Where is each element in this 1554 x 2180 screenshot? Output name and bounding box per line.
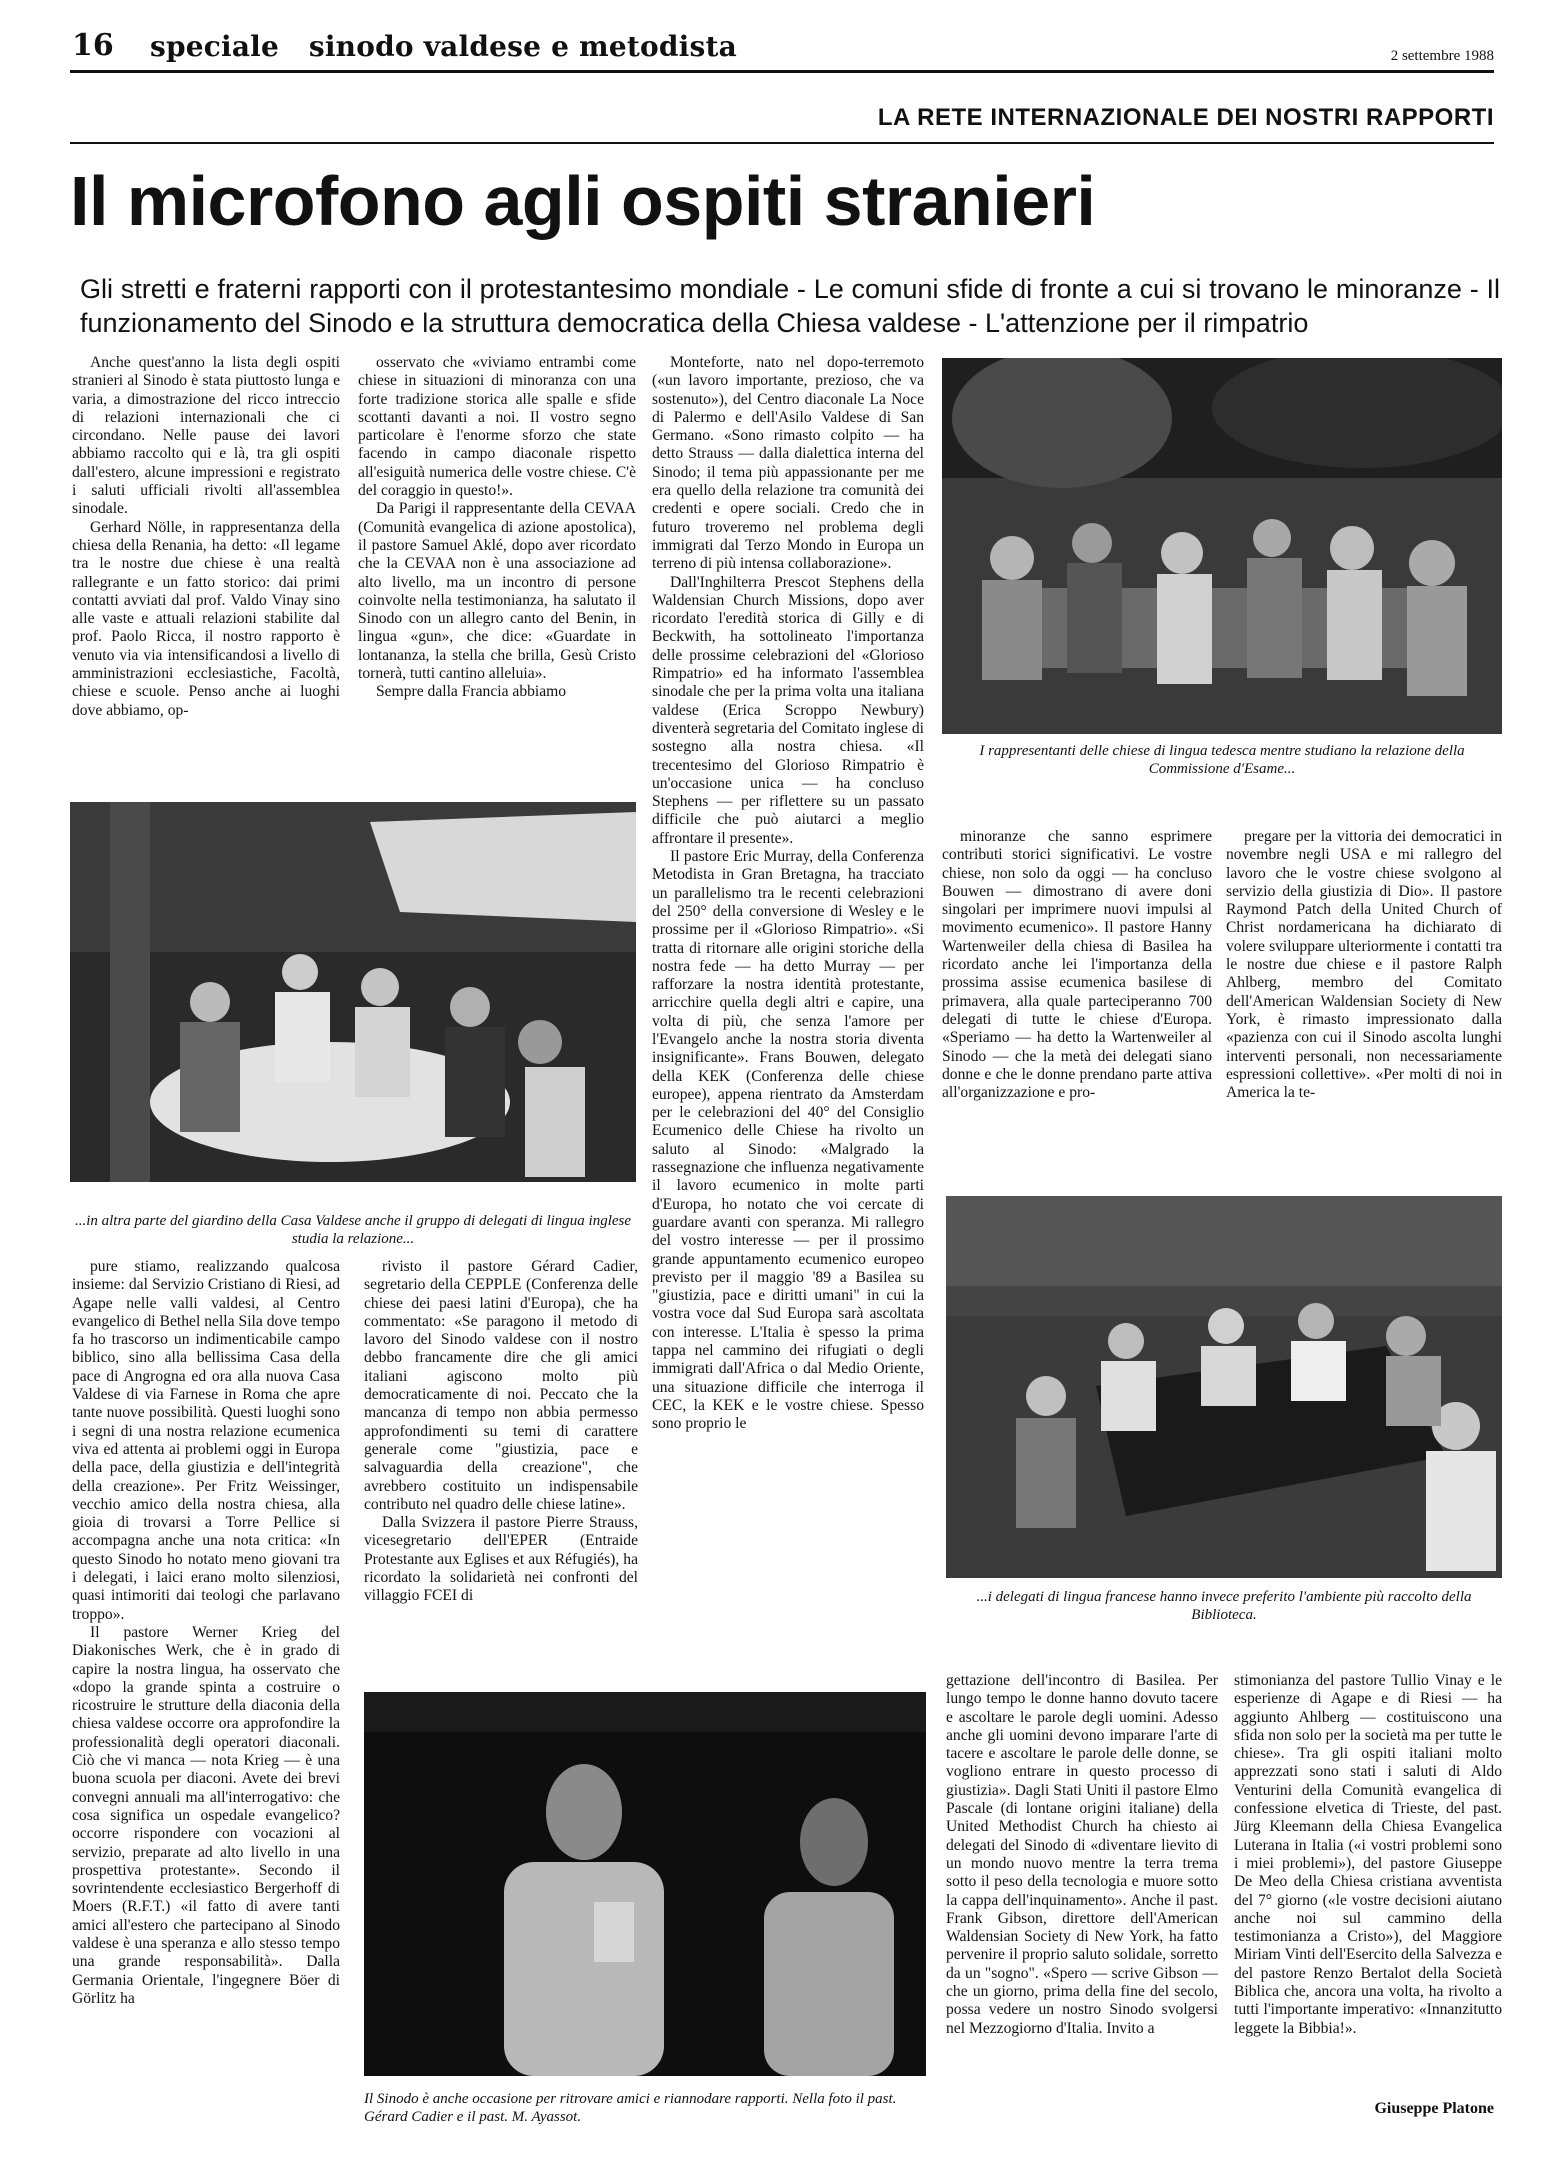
- headline: Il microfono agli ospiti stranieri: [70, 162, 1096, 240]
- paragraph: Da Parigi il rappresentante della CEVAA (Comunità evangelica di azione apostolica), il pastore Samuel Aklé, dopo aver ricordato che la CEVAA non è una associazione ad alto livello, ma un incontro di persone coinvolte nella testimonianza, ha salutato il Sinodo con un allegro canto del Benin, in lingua «gun», che dice: «Guardate in lontananza, la stella che brilla, Gesù Cristo tornerà, tutti cantino alleluia».: [358, 500, 636, 683]
- photo-cadier-ayassot: [364, 1692, 926, 2076]
- paragraph: Sempre dalla Francia abbiamo: [376, 683, 567, 701]
- section-title: LA RETE INTERNAZIONALE DEI NOSTRI RAPPORTI: [877, 104, 1494, 131]
- article-column-1-top: [72, 354, 340, 766]
- paragraph: Anche quest'anno la lista degli ospiti stranieri al Sinodo è stata piuttosto lunga e varia, a dimostrazione del ricco intreccio di relazioni internazionali che ci circondano. Nelle pause dei lavori abbiamo raccolto qui e là, tra gli ospiti dall'estero, alcune impressioni e registrato i saluti ufficiali rivolti all'assemblea sinodale.: [72, 354, 340, 518]
- masthead-rule: [70, 70, 1494, 73]
- paragraph: stimonianza del pastore Tullio Vinay e le esperienze di Agape e di Riesi — ha aggiunto Ahlberg — costituiscono una sfida non solo per la società ma per tutte le chiese». Tra gli ospiti italiani molto apprezzati sono stati i saluti di Aldo Venturini della Comunità evangelica di confessione elvetica di Trieste, del past. Jürg Kleemann della Chiesa Evangelica Luterana in Italia («i vostri problemi sono i miei problemi»), del pastore Giuseppe De Meo della Chiesa cristiana avventista del 7° giorno («le vostre decisioni aiutano anche noi sul cammino della testimonianza a Cristo»), del Maggiore Miriam Vinti dell'Esercito della Salvezza e del pastore Renzo Bertalot della Società Biblica che, ancora una volta, ha rivolto a tutti l'importante imperativo: «Innanzitutto leggete la Bibbia!».: [1234, 1672, 1502, 2037]
- article-column-5-mid: [1226, 828, 1502, 1140]
- photo-caption-2: ...in altra parte del giardino della Casa Valdese anche il gruppo di delegati di lingua inglese studia la relazione...: [74, 1213, 632, 1247]
- article-column-3: [652, 354, 924, 1584]
- photo-german-delegates-image: [942, 358, 1502, 734]
- paragraph: Il pastore Werner Krieg del Diakonisches Werk, che è in grado di capire la nostra lingua, ha osservato che «dopo la grande spinta a costruire o ricostruire le strutture della diaconia della chiesa valdese occorre ora approfondire la professionalità degli operatori diaconali. Ciò che vi manca — nota Krieg — è una buona scuola per diaconi. Avete dei brevi convegni annuali ma all'interrogativo: che cosa significa un ospedale evangelico? occorre rispondere con vocazioni al servizio, preparate ad alto livello in una prospettiva protestante». Secondo il sovrintendente ecclesiastico Bergerhoff di Moers (R.F.T.) «il fatto di avere tanti amici all'estero che partecipano al Sinodo valdese è una speranza e allo stesso tempo una grande responsabilità». Dalla Germania Orientale, l'ingegnere Böer di Görlitz ha: [72, 1623, 340, 2007]
- author-byline: Giuseppe Platone: [1374, 2100, 1494, 2117]
- paragraph: gettazione dell'incontro di Basilea. Per lungo tempo le donne hanno dovuto tacere e ascoltare le parole degli uomini. Adesso anche gli uomini devono imparare l'arte di tacere e ascoltare le parole delle donne, se vogliono entrare in questo processo di giustizia». Dagli Stati Uniti il pastore Elmo Pascale (di lontane origini italiane) della United Methodist Church ha chiesto ai delegati del Sinodo di «diventare lievito di un mondo nuovo mentre la terra trema sotto il peso della tecnologia e muore sotto la cappa dell'inquinamento». Anche il past. Frank Gibson, direttore dell'American Waldensian Society di New York, ha fatto pervenire il proprio saluto solidale, sorretto da un "sogno". «Spero — scrive Gibson — che un giorno, prima della fine del secolo, possa vedere un nostro Sinodo svolgersi nel Mezzogiorno d'Italia. Invito a: [946, 1672, 1218, 2037]
- paragraph: pregare per la vittoria dei democratici in novembre negli USA e mi rallegro del lavoro che le vostre chiese svolgono al servizio della giustizia di Dio». Il pastore Raymond Patch della United Church of Christ nordamericana ha dichiarato di volere sviluppare ulteriormente i contatti tra le nostre due chiese e il pastore Ralph Ahlberg, membro del Comitato dell'American Waldensian Society di New York, è rimasto impressionato dalla «pazienza con cui il Sinodo ascolta lunghi interventi personali, non necessariamente espressioni collettive». «Per molti di noi in America la te-: [1226, 828, 1502, 1102]
- paragraph: minoranze che sanno esprimere contributi storici significativi. Le vostre chiese, non solo da oggi — ha concluso Bouwen — dimostrano di avere doni singolari per imprimere nuovi impulsi al movimento ecumenico». Il pastore Hanny Wartenweiler della chiesa di Basilea ha ricordato anche lei l'importanza della prossima assise ecumenica basilese di primavera, alla quale parteciperanno 700 delegati di tutte le chiese d'Europa. «Speriamo — ha detto la Wartenweiler al Sinodo — che la metà dei delegati siano donne e che le donne prendano parte attiva all'organizzazione e pro-: [942, 828, 1212, 1102]
- article-column-2-bottom: [364, 1258, 638, 1688]
- photo-german-delegates: [942, 358, 1502, 734]
- photo-french-delegates-image: [946, 1196, 1502, 1578]
- article-column-4-mid: [942, 828, 1212, 1140]
- article-column-5-bottom: [1234, 1672, 1502, 2088]
- photo-caption-3: ...i delegati di lingua francese hanno invece preferito l'ambiente più raccolto della Biblioteca.: [976, 1589, 1472, 1623]
- paragraph: rivisto il pastore Gérard Cadier, segretario della CEPPLE (Conferenza delle chiese dei paesi latini d'Europa), che ha commentato: «Se paragono il metodo di lavoro del Sinodo valdese con il nostro debbo francamente dire che gli amici italiani agiscono molto più democraticamente di noi. Peccato che la mancanza di tempo non abbia permesso approfondimenti su temi di carattere generale come "giustizia, pace e salvaguardia della creazione", che avrebbero costituito un indispensabile contributo nel quadro delle chiese latine».: [364, 1258, 638, 1513]
- photo-english-delegates: [70, 802, 636, 1182]
- section-masthead: speciale sinodo valdese e metodista: [150, 30, 737, 63]
- photo-french-delegates: [946, 1196, 1502, 1578]
- paragraph: Monteforte, nato nel dopo-terremoto («un lavoro importante, prezioso, che va sostenuto»), del Centro diaconale La Noce di Palermo e dell'Asilo Valdese di San Germano. «Sono rimasto colpito — ha detto Strauss — dalla dialettica interna del Sinodo; il tema più appassionante per me era quello della relazione tra comunità dei credenti e opere sociali. Credo che in futuro troveremo nel problema degli immigrati dal Terzo Mondo in Europa un terreno di più intensa collaborazione».: [652, 354, 924, 573]
- issue-date: 2 settembre 1988: [1390, 48, 1494, 64]
- photo-caption-1: I rappresentanti delle chiese di lingua tedesca mentre studiano la relazione della Commissione d'Esame...: [979, 743, 1465, 777]
- subheadline: Gli stretti e fraterni rapporti con il protestantesimo mondiale - Le comuni sfide di fronte a cui si trovano le minoranze - Il funzionamento del Sinodo e la struttura democratica della Chiesa valdese - L'attenzione per il rimpatrio: [80, 274, 1500, 338]
- paragraph: pure stiamo, realizzando qualcosa insieme: dal Servizio Cristiano di Riesi, ad Agape nelle valli valdesi, al Centro evangelico di Bethel nella Sila dove tempo fa ho trascorso un indimenticabile campo biblico, sino alla bellissima Casa della pace di Angrogna ed ora alla nuova Casa Valdese di via Farnese in Roma che apre tante nuove possibilità. Questi luoghi sono i segni di una nostra relazione ecumenica viva ed attenta ai problemi oggi in Europa della pace, della giustizia e dell'integrità della creazione». Per Fritz Weissinger, vecchio amico della nostra chiesa, alla gioia di trovarsi a Torre Pellice si accompagna anche una nota critica: «In questo Sinodo ho notato meno giovani tra i delegati, i laici erano molto silenziosi, quasi intimoriti dai teologi che parlavano troppo».: [72, 1258, 340, 1623]
- photo-caption-4: Il Sinodo è anche occasione per ritrovare amici e riannodare rapporti. Nella foto il past. Gérard Cadier e il past. M. Ayassot.: [364, 2091, 897, 2125]
- paragraph: Il pastore Eric Murray, della Conferenza Metodista in Gran Bretagna, ha tracciato un parallelismo tra le recenti celebrazioni del 250° della conversione di Wesley e le prossime per il «Glorioso Rimpatrio». «Si tratta di ritornare alle origini storiche della nostra fede — ha detto Murray — per rafforzare la nostra identità protestante, arricchire quella degli altri e capire, una volta di più, che senza l'amore per l'Evangelo anche la nostra storia diventa insignificante». Frans Bouwen, delegato della KEK (Conferenza delle chiese europee), appena rientrato da Amsterdam per le celebrazioni del 40° del Consiglio Ecumenico delle Chiese ha rivolto un saluto al Sinodo: «Malgrado la rassegnazione che influenza negativamente il lavoro ecumenico in molte parti d'Europa, ho notato che voi cercate di guardare avanti con speranza. Mi rallegro del vostro interesse — per il prossimo grande appuntamento ecumenico europeo previsto per il maggio '89 a Basilea su "giustizia, pace e diritti umani" in cui la vostra voce dal Sud Europa sarà ascoltata con interesse. L'Italia è spesso la prima tappa nel cammino dei rifugiati o degli immigrati dall'Africa o dal Medio Oriente, una situazione difficile che interroga il CEC, la KEK e le vostre chiese. Spesso sono proprio le: [652, 848, 924, 1433]
- paragraph: osservato che «viviamo entrambi come chiese in situazioni di minoranza con una forte tradizione storica alle spalle e sfide scottanti davanti a noi. Il vostro segno particolare è l'enorme sforzo che state facendo in campo diaconale rispetto all'esiguità numerica delle vostre chiese. C'è del coraggio in questo!».: [358, 354, 636, 500]
- photo-english-delegates-image: [70, 802, 636, 1182]
- section-rule: [70, 142, 1494, 144]
- article-column-2-top: [358, 354, 636, 766]
- article-column-1-bottom: [72, 1258, 340, 2140]
- photo-cadier-ayassot-image: [364, 1692, 926, 2076]
- paragraph: Dall'Inghilterra Prescot Stephens della Waldensian Church Missions, dopo aver ricordato l'eredità storica di Gilly e di Beckwith, ha sottolineato l'importanza delle prossime celebrazioni del «Glorioso Rimpatrio» ed ha informato l'assemblea sinodale che per la prima volta una italiana valdese (Erica Scroppo Newbury) diventerà segretaria del Comitato inglese di sostegno alla nostra chiesa. «Il trecentesimo del Glorioso Rimpatrio è un'occasione unica — ha concluso Stephens — per riflettere su un passato difficile che può aiutarci a meglio affrontare il presente».: [652, 573, 924, 847]
- paragraph: Gerhard Nölle, in rappresentanza della chiesa della Renania, ha detto: «Il legame tra le nostre due chiese è una realtà rallegrante e un fatto storico: dai primi contatti avviati dal prof. Valdo Vinay sino alle vaste e attuali relazioni stabilite dal prof. Paolo Ricca, il nostro rapporto è venuto via via intensificandosi a livello di amministrazioni ecclesiastiche, Facoltà, chiese e scuole. Penso anche ai luoghi dove abbiamo, op-: [72, 518, 340, 719]
- article-column-4-bottom: [946, 1672, 1218, 2120]
- page-number: 16: [72, 28, 114, 63]
- paragraph: Dalla Svizzera il pastore Pierre Strauss, vicesegretario dell'EPER (Entraide Protestante aux Eglises et aux Réfugiés), ha ricordato la solidarietà nei confronti del villaggio FCEI di: [364, 1514, 638, 1605]
